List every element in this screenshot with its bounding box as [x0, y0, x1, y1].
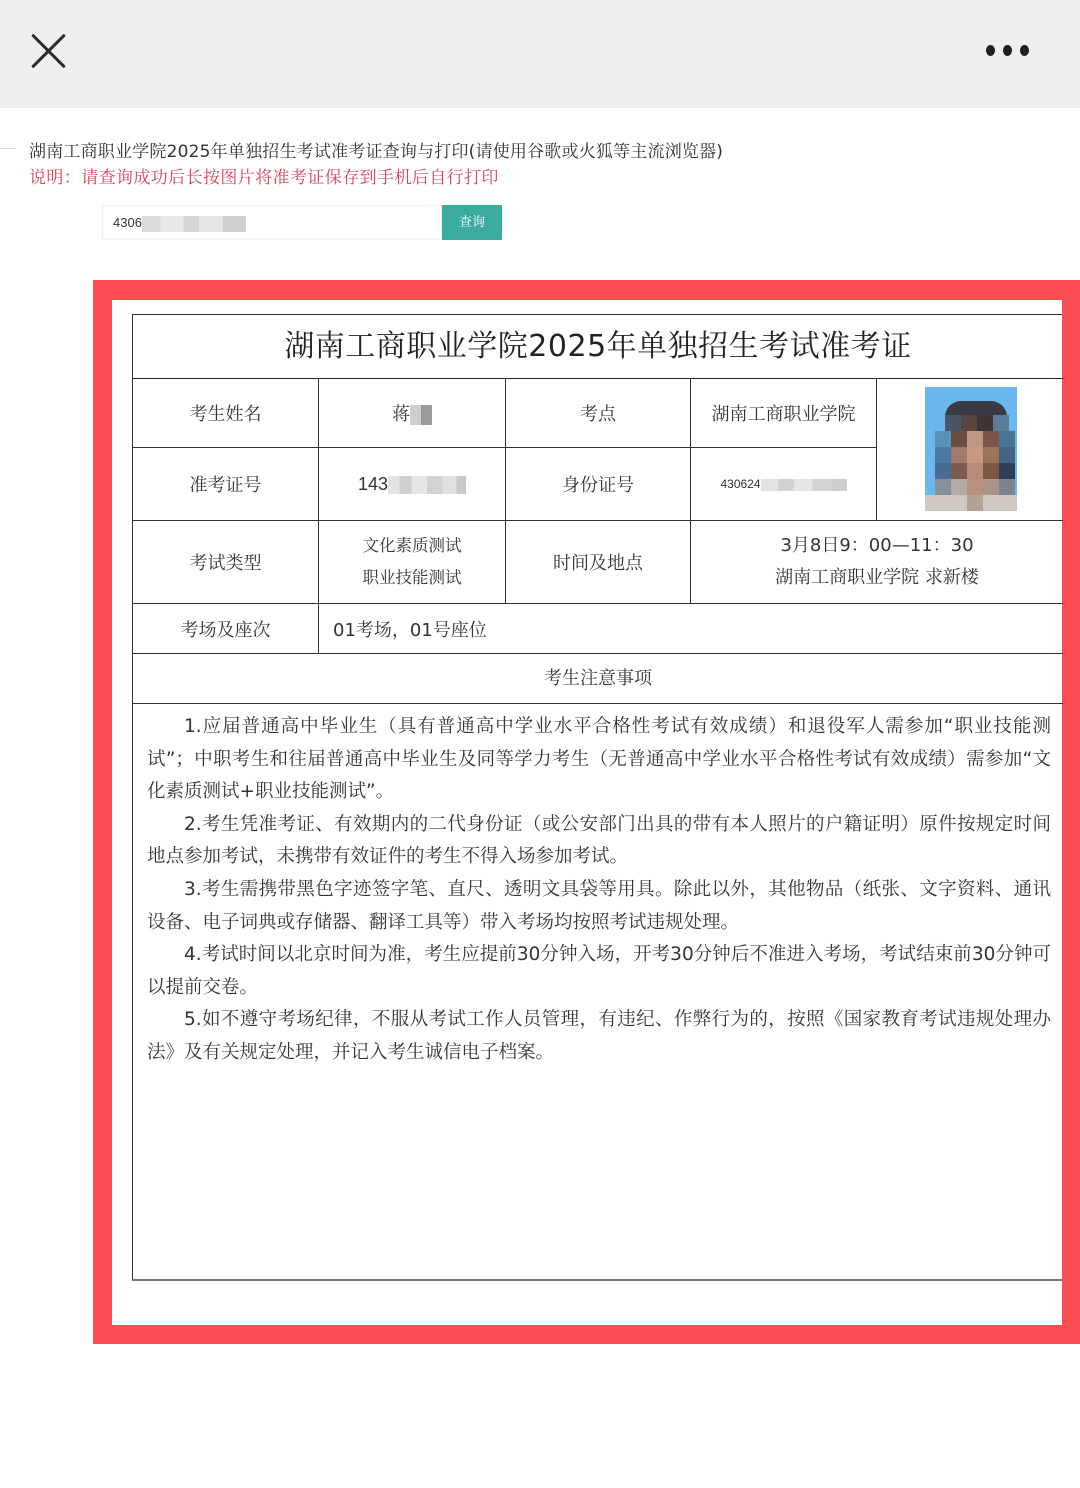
ticket-number-value: 143 [319, 448, 506, 521]
exam-type-value: 文化素质测试 职业技能测试 [319, 521, 506, 604]
note-item: 5.如不遵守考场纪律，不服从考试工作人员管理，有违纪、作弊行为的，按照《国家教育考试违规处理办法》及有关规定处理，并记入考生诚信电子档案。 [147, 1009, 1051, 1063]
candidate-photo [925, 387, 1017, 511]
dot [1020, 45, 1029, 56]
divider [0, 148, 16, 149]
exam-type-label: 考试类型 [133, 521, 319, 604]
name-value: 蒋 [319, 379, 506, 448]
note-item: 4.考试时间以北京时间为准，考生应提前30分钟入场，开考30分钟后不准进入考场，考试结束前30分钟可以提前交卷。 [147, 944, 1051, 998]
id-number-search-input[interactable] [102, 205, 442, 240]
redacted-mask [761, 479, 847, 491]
room-seat-value: 01考场，01号座位 [319, 604, 1063, 654]
notes-heading: 考生注意事项 [133, 654, 1063, 704]
more-options-icon[interactable] [986, 40, 1038, 60]
site-label: 考点 [506, 379, 691, 448]
instruction-note: 说明：请查询成功后长按图片将准考证保存到手机后自行打印 [29, 168, 499, 188]
dot [986, 45, 995, 56]
search-input-value: 4306 [113, 215, 142, 230]
note-item: 2.考生凭准考证、有效期内的二代身份证（或公安部门出具的带有本人照片的户籍证明）原件按规定时间地点参加考试，未携带有效证件的考生不得入场参加考试。 [147, 813, 1051, 868]
notes-list [147, 711, 1051, 1070]
close-icon[interactable] [28, 30, 70, 72]
ticket-number-label: 准考证号 [133, 448, 319, 521]
time-place-label: 时间及地点 [506, 521, 691, 604]
site-value: 湖南工商职业学院 [691, 379, 877, 448]
admission-card [132, 314, 1062, 1281]
note-item: 3.考生需携带黑色字迹签字笔、直尺、透明文具袋等用具。除此以外，其他物品（纸张、文字资料、通讯设备、电子词典或存储器、翻译工具等）带入考场均按照考试违规处理。 [147, 878, 1051, 933]
redacted-mask [142, 216, 246, 232]
name-label: 考生姓名 [133, 379, 319, 448]
id-number-value: 430624 [691, 448, 877, 521]
top-navigation-bar [0, 0, 1080, 108]
redacted-mask [410, 405, 432, 425]
id-number-label: 身份证号 [506, 448, 691, 521]
card-title: 湖南工商职业学院2025年单独招生考试准考证 [133, 315, 1063, 379]
room-seat-label: 考场及座次 [133, 604, 319, 654]
page-title: 湖南工商职业学院2025年单独招生考试准考证查询与打印(请使用谷歌或火狐等主流浏览器) [29, 142, 724, 162]
redacted-mask [388, 476, 466, 494]
time-place-value: 3月8日9：00—11：30 湖南工商职业学院 求新楼 [691, 521, 1063, 604]
dot [1003, 45, 1012, 56]
query-button[interactable]: 查询 [442, 205, 502, 240]
note-item: 1.应届普通高中毕业生（具有普通高中学业水平合格性考试有效成绩）和退役军人需参加“职业技能测试”；中职考生和往届普通高中毕业生及同等学力考生（无普通高中学业水平合格性考试有效成绩）需参加“文化素质测试+职业技能测试”。 [147, 716, 1051, 803]
